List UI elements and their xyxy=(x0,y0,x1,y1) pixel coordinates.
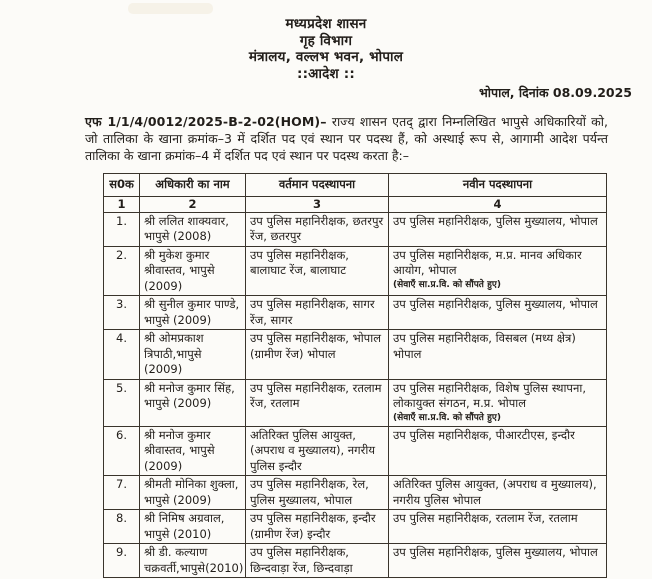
order-paragraph xyxy=(85,113,608,164)
current-posting-cell: उप पुलिस महानिरीक्षक, बालाघाट रेंज, बालाघाट xyxy=(246,246,389,296)
new-posting-cell: उप पुलिस महानिरीक्षक, विशेष पुलिस स्थापना, लोकायुक्त संगठन, म.प्र. भोपाल (सेवाएँ सा.प्र.वि. को सौंपते हुए) xyxy=(389,379,607,426)
table-header-row xyxy=(104,174,607,197)
table-row xyxy=(104,426,607,476)
table-row xyxy=(104,544,607,578)
current-posting-cell: उप पुलिस महानिरीक्षक, सागर रेंज, सागर xyxy=(246,296,389,330)
current-posting-cell: अतिरिक्त पुलिस आयुक्त, (अपराध व मुख्यालय), नगरीय पुलिस इन्दौर xyxy=(246,426,389,476)
officer-name-cell: श्री निमिष अग्रवाल, भापुसे (2010) xyxy=(140,510,246,544)
sno-cell: 6. xyxy=(104,426,140,476)
services-handover-note: (सेवाएँ सा.प्र.वि. को सौंपते हुए) xyxy=(393,412,501,423)
department-name: गृह विभाग xyxy=(299,32,353,49)
new-posting-cell: उप पुलिस महानिरीक्षक, पुलिस मुख्यालय, भोपाल xyxy=(389,212,607,246)
current-posting-cell: उप पुलिस महानिरीक्षक, छिन्दवाड़ा रेंज, छिन्दवाड़ा xyxy=(246,544,389,578)
current-posting-cell: उप पुलिस महानिरीक्षक, रतलाम रेंज, रतलाम xyxy=(246,379,389,426)
col-number-4: 4 xyxy=(389,196,607,212)
table-row xyxy=(104,296,607,330)
col-header-officer-name: अधिकारी का नाम xyxy=(140,174,246,197)
officer-name-cell: श्रीमती मोनिका शुक्ला, भापुसे (2009) xyxy=(140,476,246,510)
new-posting-cell: उप पुलिस महानिरीक्षक, पुलिस मुख्यालय, भोपाल xyxy=(389,544,607,578)
current-posting-cell: उप पुलिस महानिरीक्षक, रेल, पुलिस मुख्यालय, भोपाल xyxy=(246,476,389,510)
officer-table-body xyxy=(104,212,607,578)
sno-cell: 8. xyxy=(104,510,140,544)
new-posting-cell: उप पुलिस महानिरीक्षक, रतलाम रेंज, रतलाम xyxy=(389,510,607,544)
order-body-text: राज्य शासन एतद् द्वारा निम्नलिखित भापुसे अधिकारियों को, जो तालिका के खाना क्रमांक–3 में दर्शित पद एवं स्थान पर पदस्थ हैं, को अस्थाई रूप से, आगामी आदेश पर्यन्त तालिका के खाना क्रमांक–4 में दर्शित पद एवं स्थान पर पदस्थ करता है:– xyxy=(85,114,608,163)
order-number: एफ 1/1/4/0012/2025-B-2-02(HOM)– xyxy=(85,114,327,129)
scan-artifact xyxy=(128,3,213,14)
officer-name-cell: श्री मुकेश कुमार श्रीवास्तव, भापुसे (2009) xyxy=(140,246,246,296)
sno-cell: 9. xyxy=(104,544,140,578)
officer-name-cell: श्री मनोज कुमार सिंह, भापुसे (2009) xyxy=(140,379,246,426)
new-posting-cell: उप पुलिस महानिरीक्षक, म.प्र. मानव अधिकार आयोग, भोपाल (सेवाएँ सा.प्र.वि. को सौंपते हुए) xyxy=(389,246,607,296)
table-row xyxy=(104,246,607,296)
table-row xyxy=(104,212,607,246)
col-header-current-posting: वर्तमान पदस्थापना xyxy=(246,174,389,197)
current-posting-cell: उप पुलिस महानिरीक्षक, छतरपुर रेंज, छतरपुर xyxy=(246,212,389,246)
sno-cell: 7. xyxy=(104,476,140,510)
officer-name-cell: श्री मनोज कुमार श्रीवास्तव, भापुसे (2009) xyxy=(140,426,246,476)
officer-name-cell: श्री ओमप्रकाश त्रिपाठी,भापुसे (2009) xyxy=(140,330,246,380)
current-posting-cell: उप पुलिस महानिरीक्षक, भोपाल (ग्रामीण रेंज) भोपाल xyxy=(246,330,389,380)
government-name: मध्यप्रदेश शासन xyxy=(285,16,367,32)
new-posting-cell: उप पुलिस महानिरीक्षक, पुलिस मुख्यालय, भोपाल xyxy=(389,296,607,330)
col-number-1: 1 xyxy=(104,196,140,212)
col-header-sno: स0क xyxy=(104,174,140,197)
document-header xyxy=(0,0,652,82)
sno-cell: 5. xyxy=(104,379,140,426)
ministry-address: मंत्रालय, वल्लभ भवन, भोपाल xyxy=(248,49,404,65)
services-handover-note: (सेवाएँ सा.प्र.वि. को सौंपते हुए) xyxy=(393,279,501,290)
officer-name-cell: श्री सुनील कुमार पाण्डे, भापुसे (2009) xyxy=(140,296,246,330)
col-number-3: 3 xyxy=(246,196,389,212)
sno-cell: 1. xyxy=(104,212,140,246)
posting-table xyxy=(103,173,607,578)
col-number-2: 2 xyxy=(140,196,246,212)
table-row xyxy=(104,510,607,544)
sno-cell: 3. xyxy=(104,296,140,330)
officer-name-cell: श्री ललित शाक्यवार, भापुसे (2008) xyxy=(140,212,246,246)
table-column-number-row xyxy=(104,196,607,212)
table-row xyxy=(104,379,607,426)
officer-name-cell: श्री डी. कल्याण चक्रवर्ती,भापुसे(2010) xyxy=(140,544,246,578)
table-row xyxy=(104,476,607,510)
new-posting-cell: उप पुलिस महानिरीक्षक, पीआरटीएस, इन्दौर xyxy=(389,426,607,476)
current-posting-cell: उप पुलिस महानिरीक्षक, इन्दौर (ग्रामीण रेंज) इन्दौर xyxy=(246,510,389,544)
sno-cell: 2. xyxy=(104,246,140,296)
new-posting-cell: उप पुलिस महानिरीक्षक, विसबल (मध्य क्षेत्र) भोपाल xyxy=(389,330,607,380)
place-date: भोपाल, दिनांक 08.09.2025 xyxy=(478,85,632,100)
order-title: ::आदेश :: xyxy=(296,65,356,82)
sno-cell: 4. xyxy=(104,330,140,380)
new-posting-cell: अतिरिक्त पुलिस आयुक्त, (अपराध व मुख्यालय), नगरीय पुलिस भोपाल xyxy=(389,476,607,510)
col-header-new-posting: नवीन पदस्थापना xyxy=(389,174,607,197)
table-row xyxy=(104,330,607,380)
